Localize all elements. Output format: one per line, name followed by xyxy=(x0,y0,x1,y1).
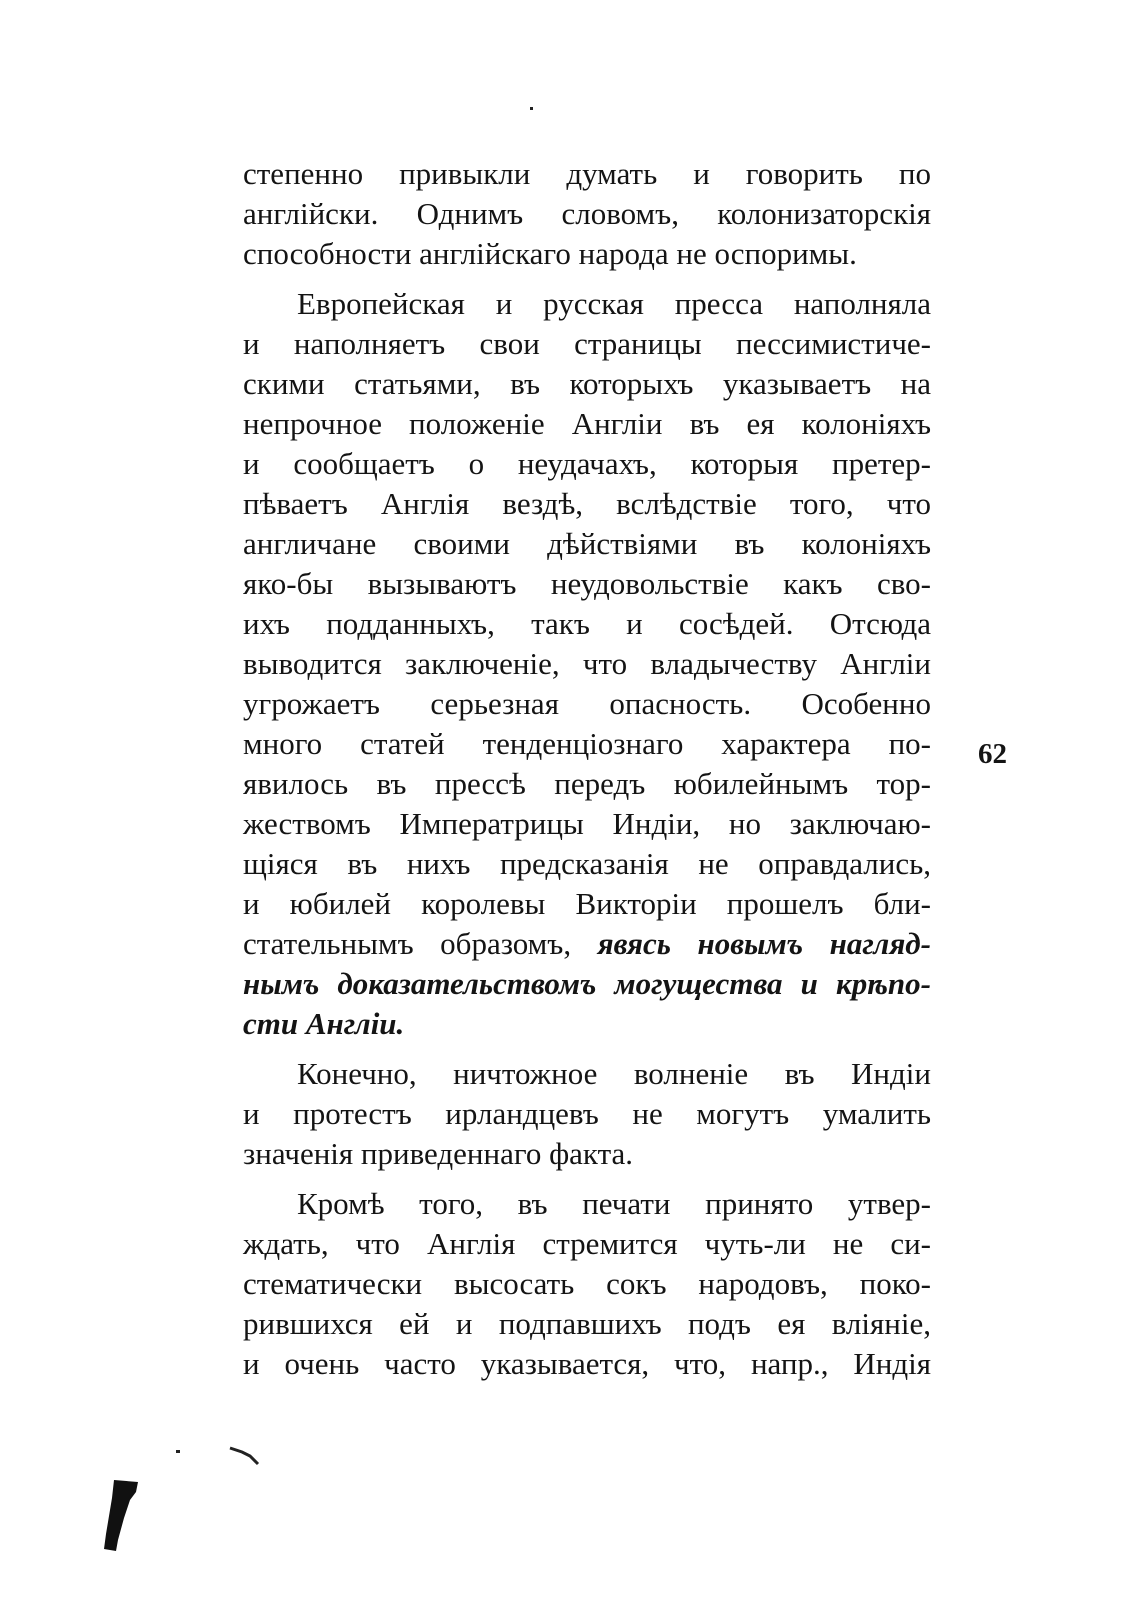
text-line: и протестъ ирландцевъ не могутъ умалить xyxy=(243,1096,931,1131)
text-line-mixed xyxy=(243,924,931,964)
text-line: и наполняетъ свои страницы пессимистиче- xyxy=(243,326,931,361)
text-line: угрожаетъ серьезная опасность. Особенно xyxy=(243,686,931,721)
text-line: непрочное положеніе Англіи въ ея колоніяхъ xyxy=(243,406,931,441)
scan-speck xyxy=(530,107,533,110)
scan-speck xyxy=(176,1450,180,1453)
text-line: Конечно, ничтожное волненіе въ Индіи xyxy=(297,1056,931,1091)
text-line: пѣваетъ Англія вездѣ, вслѣдствіе того, что xyxy=(243,486,931,521)
text-line: Европейская и русская пресса наполняла xyxy=(297,286,931,321)
text-line: степенно привыкли думать и говорить по xyxy=(243,156,931,191)
text-line: явилось въ прессѣ передъ юбилейнымъ тор- xyxy=(243,766,931,801)
emphasized-text: сти Англіи. xyxy=(243,1006,405,1041)
emphasized-text: явясь новымъ нагляд- xyxy=(597,926,931,961)
text-line: значенія приведеннаго факта. xyxy=(243,1136,633,1171)
text-line: англичане своими дѣйствіями въ колоніяхъ xyxy=(243,526,931,561)
plain-text: стательнымъ образомъ, xyxy=(243,926,572,961)
text-line: яко-бы вызываютъ неудовольствіе какъ сво- xyxy=(243,566,931,601)
scan-blot xyxy=(100,1478,140,1553)
text-line: рившихся ей и подпавшихъ подъ ея вліяніе, xyxy=(243,1306,931,1341)
text-line: способности англійскаго народа не оспоримы. xyxy=(243,236,857,271)
body-text xyxy=(243,154,931,1384)
text-line: выводится заключеніе, что владычеству Англіи xyxy=(243,646,931,681)
text-line: скими статьями, въ которыхъ указываетъ на xyxy=(243,366,931,401)
text-line: Кромѣ того, въ печати принято утвер- xyxy=(297,1186,931,1221)
text-line: стематически высосать сокъ народовъ, поко- xyxy=(243,1266,931,1301)
emphasized-text: нымъ доказательствомъ могущества и крѣпо- xyxy=(243,966,931,1001)
text-line: щіяся въ нихъ предсказанія не оправдались, xyxy=(243,846,931,881)
text-line: жествомъ Императрицы Индіи, но заключаю- xyxy=(243,806,931,841)
scan-mark-small xyxy=(228,1444,262,1466)
text-line: и сообщаетъ о неудачахъ, которыя претер- xyxy=(243,446,931,481)
text-line: англійски. Однимъ словомъ, колонизаторскія xyxy=(243,196,931,231)
page-number: 62 xyxy=(978,738,1007,770)
text-line: и юбилей королевы Викторіи прошелъ бли- xyxy=(243,886,931,921)
text-line: и очень часто указывается, что, напр., Индія xyxy=(243,1346,931,1381)
text-line: ждать, что Англія стремится чуть-ли не си- xyxy=(243,1226,931,1261)
text-line: много статей тенденціознаго характера по- xyxy=(243,726,931,761)
text-line: ихъ подданныхъ, такъ и сосѣдей. Отсюда xyxy=(243,606,931,641)
